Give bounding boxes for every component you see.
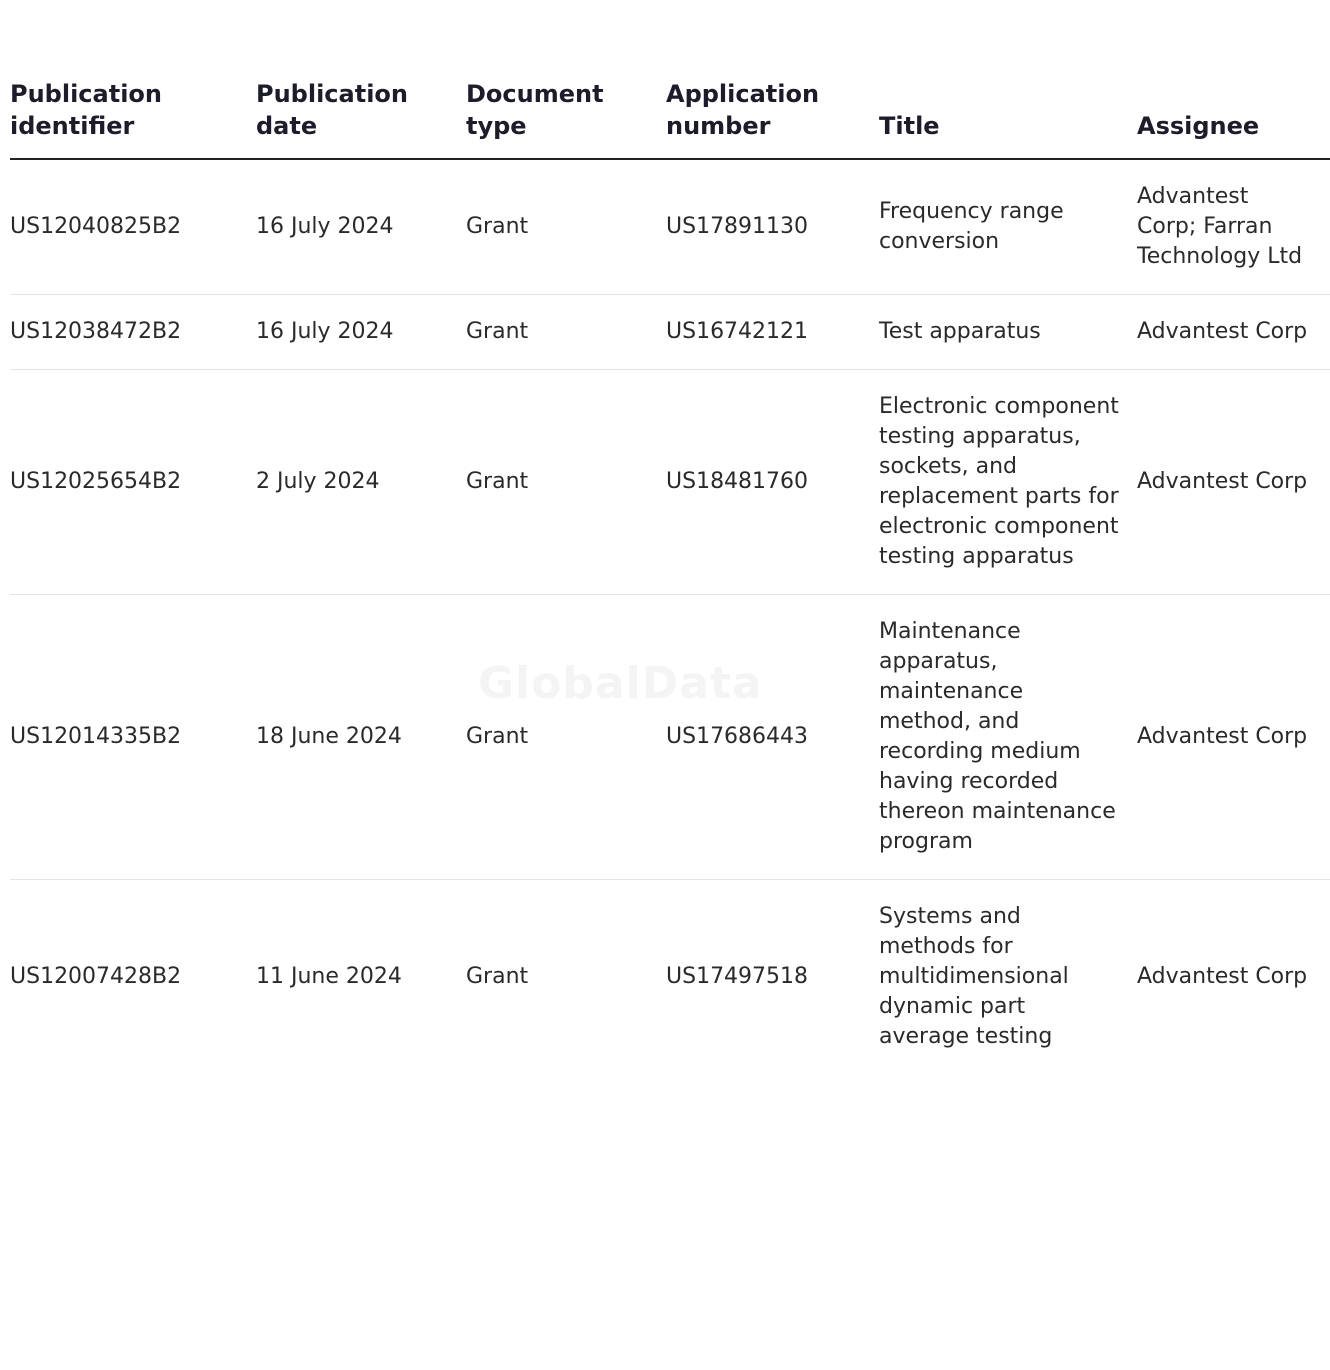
cell-title: Systems and methods for multidimensional dynamic part average testing — [879, 904, 1069, 1049]
cell-application-number: US18481760 — [666, 370, 879, 595]
header-assignee: Assignee — [1137, 78, 1330, 159]
cell-application-number: US17891130 — [666, 159, 879, 295]
cell-title: Frequency range conversion — [879, 159, 1137, 295]
watermark: GlobalData — [478, 658, 763, 709]
cell-application-number: US17497518 — [666, 964, 809, 989]
cell-document-type: Grant — [466, 595, 666, 880]
table-row — [10, 159, 1330, 295]
cell-publication-identifier: US12038472B2 — [10, 295, 256, 370]
header-title: Title — [879, 78, 1137, 159]
patents-table-container — [10, 0, 1308, 1370]
cell-document-type: Grant — [466, 370, 666, 595]
cell-application-number: US17686443 — [666, 595, 879, 880]
header-publication-date: Publication date — [256, 78, 466, 159]
cell-assignee: Advantest Corp — [1137, 964, 1308, 989]
cell-publication-date: 16 July 2024 — [256, 295, 466, 370]
cell-assignee: Advantest Corp — [1137, 295, 1330, 370]
cell-publication-date: 16 July 2024 — [256, 159, 466, 295]
cell-publication-identifier: US12025654B2 — [10, 370, 256, 595]
cell-publication-identifier: US12007428B2 — [10, 964, 182, 989]
cell-title: Electronic component testing apparatus, sockets, and replacement parts for electronic component testing apparatus — [879, 370, 1137, 595]
cell-document-type: Grant — [466, 964, 529, 989]
table-row — [10, 880, 1330, 1075]
cell-title: Test apparatus — [879, 295, 1137, 370]
cell-title: Maintenance apparatus, maintenance method, and recording medium having recorded thereon maintenance program — [879, 595, 1137, 880]
patents-table — [10, 78, 1330, 1074]
cell-document-type: Grant — [466, 159, 666, 295]
cell-document-type: Grant — [466, 295, 666, 370]
header-application-number: Application number — [666, 78, 879, 159]
cell-publication-date: 2 July 2024 — [256, 370, 466, 595]
cell-publication-date: 11 June 2024 — [256, 964, 402, 989]
header-document-type: Document type — [466, 78, 666, 159]
cell-publication-identifier: US12014335B2 — [10, 595, 256, 880]
table-header-row — [10, 78, 1330, 159]
cell-assignee: Advantest Corp; Farran Technology Ltd — [1137, 159, 1330, 295]
table-row — [10, 295, 1330, 370]
cell-assignee: Advantest Corp — [1137, 595, 1330, 880]
cell-assignee: Advantest Corp — [1137, 370, 1330, 595]
cell-publication-identifier: US12040825B2 — [10, 159, 256, 295]
cell-application-number: US16742121 — [666, 295, 879, 370]
table-row — [10, 370, 1330, 595]
header-publication-identifier: Publication identifier — [10, 78, 256, 159]
cell-publication-date: 18 June 2024 — [256, 595, 466, 880]
table-row — [10, 595, 1330, 880]
